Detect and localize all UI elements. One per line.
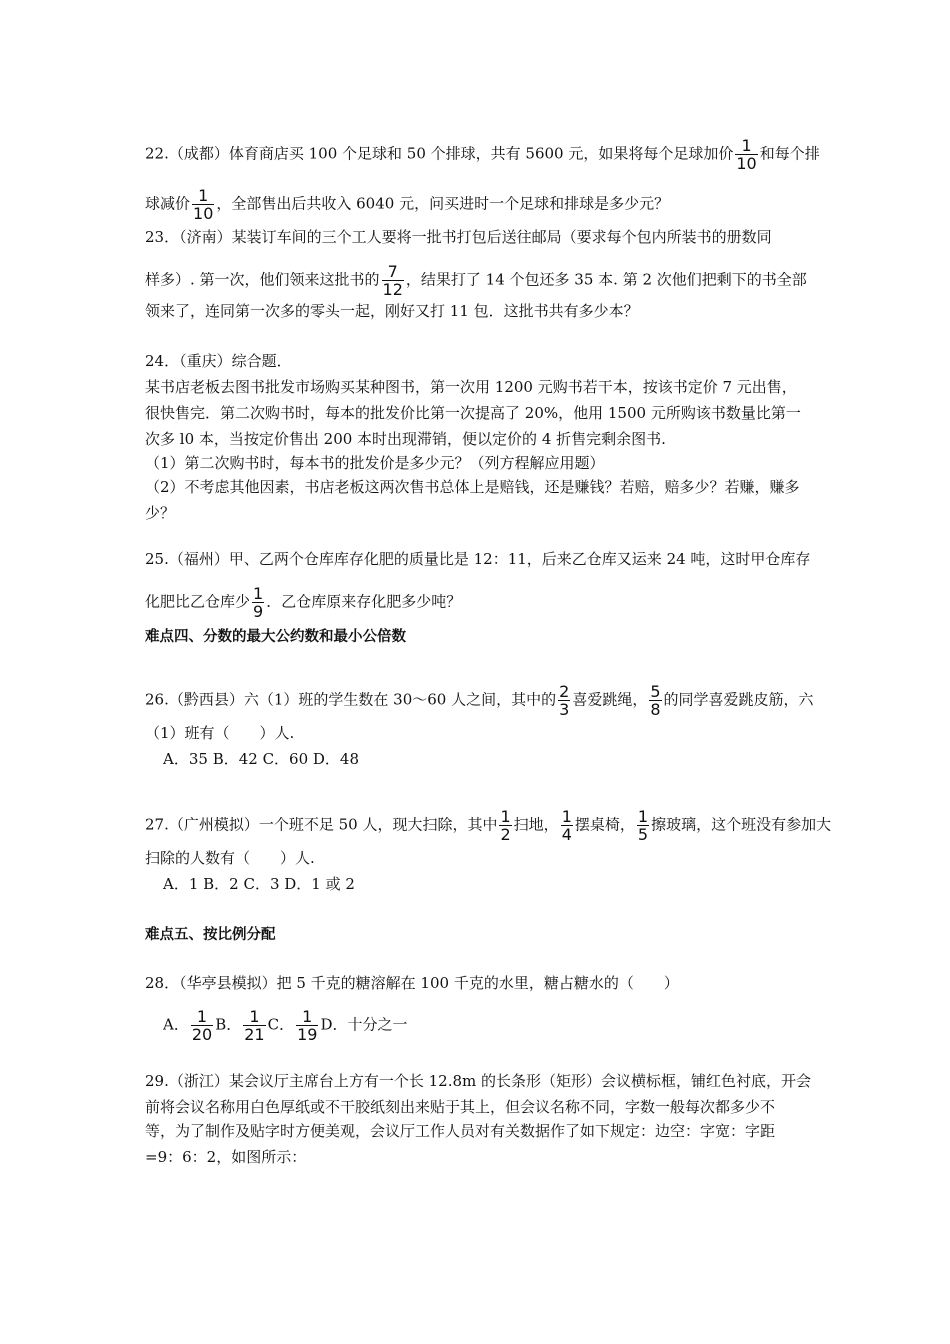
q23-fraction-1: $\frac{7}{12}$ <box>382 262 403 299</box>
q25-line1: 25.（福州）甲、乙两个仓库库存化肥的质量比是 12：11，后来乙仓库又运来 24 吨，这时甲仓库存 <box>145 550 811 568</box>
q27-text-d: 擦玻璃，这个班没有参加大 <box>651 815 832 834</box>
q23-line1: 23．（济南）某装订车间的三个工人要将一批书打包后送往邮局（要求每个包内所装书的册数同 <box>145 228 772 246</box>
q22-line2 <box>145 187 669 222</box>
q25-fraction-1: $\frac{1}{9}$ <box>253 584 264 621</box>
q23-text-a: 样多）. 第一次，他们领来这批书的 <box>145 270 380 289</box>
q27-text-a: 27.（广州模拟）一个班不足 50 人，现大扫除，其中 <box>145 815 498 834</box>
q23-line3: 领来了，连同第一次多的零头一起，刚好又打 11 包．这批书共有多少本？ <box>145 302 639 320</box>
q27-line2: 扫除的人数有（ ）人. <box>145 849 315 867</box>
q29-line2: 前将会议名称用白色厚纸或不干胶纸刻出来贴于其上，但会议名称不同，字数一般每次都多少不 <box>145 1098 776 1116</box>
q29-line4: =9：6：2，如图所示： <box>145 1148 307 1166</box>
q25-text-b: ．乙仓库原来存化肥多少吨？ <box>266 592 462 611</box>
q28-line1: 28．（华亭县模拟）把 5 千克的糖溶解在 100 千克的水里，糖占糖水的（ ） <box>145 974 679 992</box>
q22-text-b: 和每个排 <box>759 144 820 163</box>
q24-line3: 很快售完．第二次购书时，每本的批发价比第一次提高了 20%，他用 1500 元所购该书数量比第一 <box>145 404 801 422</box>
q28-fraction-a: $\frac{1}{20}$ <box>191 1007 213 1044</box>
q22-fraction-2: $\frac{1}{10}$ <box>193 186 214 223</box>
q26-text-a: 26.（黔西县）六（1）班的学生数在 30～60 人之间，其中的 <box>145 690 557 709</box>
section-heading-5: 难点五、按比例分配 <box>145 927 276 943</box>
q22-text-a: 22.（成都）体育商店买 100 个足球和 50 个排球，共有 5600 元，如果将每个足球加价 <box>145 144 734 163</box>
section-heading-4: 难点四、分数的最大公约数和最小公倍数 <box>145 629 406 645</box>
q26-line1 <box>145 683 814 718</box>
q23-text-b: ，结果打了 14 个包还多 35 本. 第 2 次他们把剩下的书全部 <box>405 270 807 289</box>
q28-option-c: C． <box>267 1015 295 1034</box>
q26-text-c: 的同学喜爱跳皮筋，六 <box>663 690 814 709</box>
q28-fraction-c: $\frac{1}{19}$ <box>297 1007 318 1044</box>
q22-text-d: ，全部售出后共收入 6040 元，问买进时一个足球和排球是多少元？ <box>216 194 670 213</box>
q27-fraction-3: $\frac{1}{5}$ <box>637 807 649 844</box>
q24-line5: （1）第二次购书时，每本书的批发价是多少元？（列方程解应用题） <box>145 454 605 472</box>
q24-line2: 某书店老板去图书批发市场购买某种图书，第一次用 1200 元购书若干本，按该书定价 7 元出售， <box>145 378 797 396</box>
q24-line7: 少？ <box>145 504 176 522</box>
q26-fraction-1: $\frac{2}{3}$ <box>559 682 570 719</box>
q28-option-b: B． <box>215 1015 242 1034</box>
q27-text-c: 摆桌椅， <box>574 815 635 834</box>
q26-fraction-2: $\frac{5}{8}$ <box>650 682 661 719</box>
q22-text-c: 球减价 <box>145 194 191 213</box>
q25-line2 <box>145 585 461 620</box>
q24-line4: 次多 l0 本，当按定价售出 200 本时出现滞销，便以定价的 4 折售完剩余图书. <box>145 430 666 448</box>
q26-line2: （1）班有（ ）人. <box>145 724 295 742</box>
q22-fraction-1: $\frac{1}{10}$ <box>736 136 757 173</box>
q24-line6: （2）不考虑其他因素，书店老板这两次售书总体上是赔钱，还是赚钱？若赔，赔多少？若赚，赚多 <box>145 478 800 496</box>
q27-text-b: 扫地， <box>513 815 559 834</box>
q27-line1 <box>145 808 831 843</box>
q28-options <box>163 1008 407 1043</box>
q29-line3: 等，为了制作及贴字时方便美观，会议厅工作人员对有关数据作了如下规定：边空：字宽：字距 <box>145 1122 776 1140</box>
q26-text-b: 喜爱跳绳， <box>572 690 648 709</box>
q22-line1 <box>145 137 820 172</box>
q28-option-a: A． <box>163 1015 189 1034</box>
q28-fraction-b: $\frac{1}{21}$ <box>244 1007 265 1044</box>
q25-text-a: 化肥比乙仓库少 <box>145 592 251 611</box>
q24-line1: 24．（重庆）综合题． <box>145 352 292 370</box>
q26-options: A．35 B．42 C．60 D．48 <box>163 750 360 768</box>
q28-option-d: D．十分之一 <box>320 1015 408 1034</box>
q27-options: A．1 B．2 C．3 D．1 或 2 <box>163 875 355 893</box>
q27-fraction-2: $\frac{1}{4}$ <box>561 807 572 844</box>
q23-line2 <box>145 263 807 298</box>
q27-fraction-1: $\frac{1}{2}$ <box>500 807 511 844</box>
q29-line1: 29.（浙江）某会议厅主席台上方有一个长 12.8m 的长条形（矩形）会议横标框，铺红色衬底，开会 <box>145 1072 812 1090</box>
